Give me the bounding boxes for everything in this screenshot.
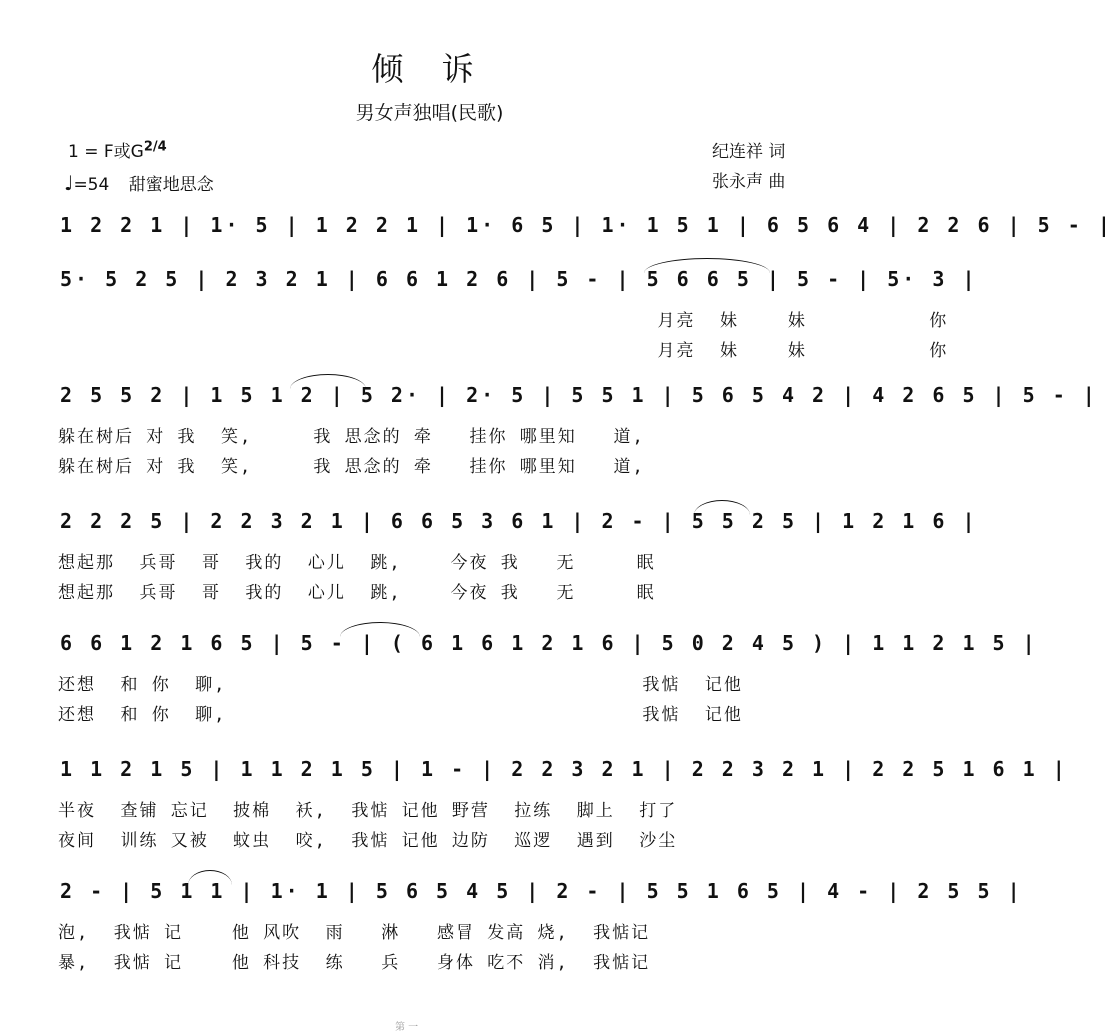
page-footer: 第 一 [395, 1022, 419, 1033]
lyric-verse-1: 躲在树后 对 我 笑, 我 思念的 牵 挂你 哪里知 道, [58, 427, 645, 447]
lyric-verse-1: 想起那 兵哥 哥 我的 心儿 跳, 今夜 我 无 眠 [58, 553, 656, 573]
slur-mark [290, 374, 366, 389]
slur-mark [694, 500, 750, 515]
lyric-verse-1: 月亮 妹 妹 你 [58, 311, 949, 331]
staff-system-6 [58, 756, 1068, 856]
lyric-verse-2: 还想 和 你 聊, 我惦 记他 [58, 705, 743, 725]
staff-system-3 [58, 382, 1098, 482]
key-signature [68, 137, 167, 162]
slur-mark [644, 258, 770, 273]
lyric-verse-2: 夜间 训练 又被 蚊虫 咬, 我惦 记他 边防 巡逻 遇到 沙尘 [58, 831, 678, 851]
notation-line: 6 6 1 2 1 6 5 | 5 - | ( 6 1 6 1 2 1 6 | 5 0 2 4 5 ) | 1 1 2 1 5 | [60, 631, 1038, 655]
lyricist-credit: 纪连祥 词 [712, 142, 786, 162]
tempo-value: =54 [73, 175, 110, 195]
lyric-verse-2: 想起那 兵哥 哥 我的 心儿 跳, 今夜 我 无 眠 [58, 583, 656, 603]
time-signature: 2/4 [143, 139, 167, 155]
notation-line: 5· 5 2 5 | 2 3 2 1 | 6 6 1 2 6 | 5 - | 5 6 6 5 | 5 - | 5· 3 | [60, 267, 978, 291]
lyric-verse-2: 暴, 我惦 记 他 科技 练 兵 身体 吃不 消, 我惦记 [58, 953, 651, 973]
lyric-verse-1: 泡, 我惦 记 他 风吹 雨 淋 感冒 发高 烧, 我惦记 [58, 923, 651, 943]
lyric-verse-2: 月亮 妹 妹 你 [58, 341, 949, 361]
lyric-verse-2: 躲在树后 对 我 笑, 我 思念的 牵 挂你 哪里知 道, [58, 457, 645, 477]
staff-system-7 [58, 878, 1023, 978]
expression-text: 甜蜜地思念 [128, 175, 214, 195]
staff-system-1 [58, 212, 1113, 252]
slur-mark [188, 870, 232, 885]
tempo-marking [64, 170, 214, 195]
notation-line: 2 5 5 2 | 1 5 1 2 | 5 2· | 2· 5 | 5 5 1 | 5 6 5 4 2 | 4 2 6 5 | 5 - | [60, 383, 1098, 407]
lyric-verse-1: 半夜 查铺 忘记 披棉 袄, 我惦 记他 野营 拉练 脚上 打了 [58, 801, 678, 821]
composer-credit: 张永声 曲 [712, 172, 786, 192]
quarter-note-icon: ♩ [64, 171, 74, 195]
song-title: 倾 诉 [371, 50, 488, 88]
staff-system-2 [58, 266, 978, 366]
key-label: 1 = F或G [68, 142, 144, 162]
notation-line: 2 - | 5 1 1 | 1· 1 | 5 6 5 4 5 | 2 - | 5 5 1 6 5 | 4 - | 2 5 5 | [60, 879, 1023, 903]
staff-system-4 [58, 508, 978, 608]
notation-line: 2 2 2 5 | 2 2 3 2 1 | 6 6 5 3 6 1 | 2 - | 5 5 2 5 | 1 2 1 6 | [60, 509, 978, 533]
song-subtitle: 男女声独唱(民歌) [355, 102, 504, 124]
lyric-verse-1: 还想 和 你 聊, 我惦 记他 [58, 675, 743, 695]
staff-system-5 [58, 630, 1038, 730]
slur-mark [340, 622, 420, 637]
notation-line: 1 1 2 1 5 | 1 1 2 1 5 | 1 - | 2 2 3 2 1 | 2 2 3 2 1 | 2 2 5 1 6 1 | [60, 757, 1068, 781]
notation-line: 1 2 2 1 | 1· 5 | 1 2 2 1 | 1· 6 5 | 1· 1 5 1 | 6 5 6 4 | 2 2 6 | 5 - | [60, 213, 1113, 237]
